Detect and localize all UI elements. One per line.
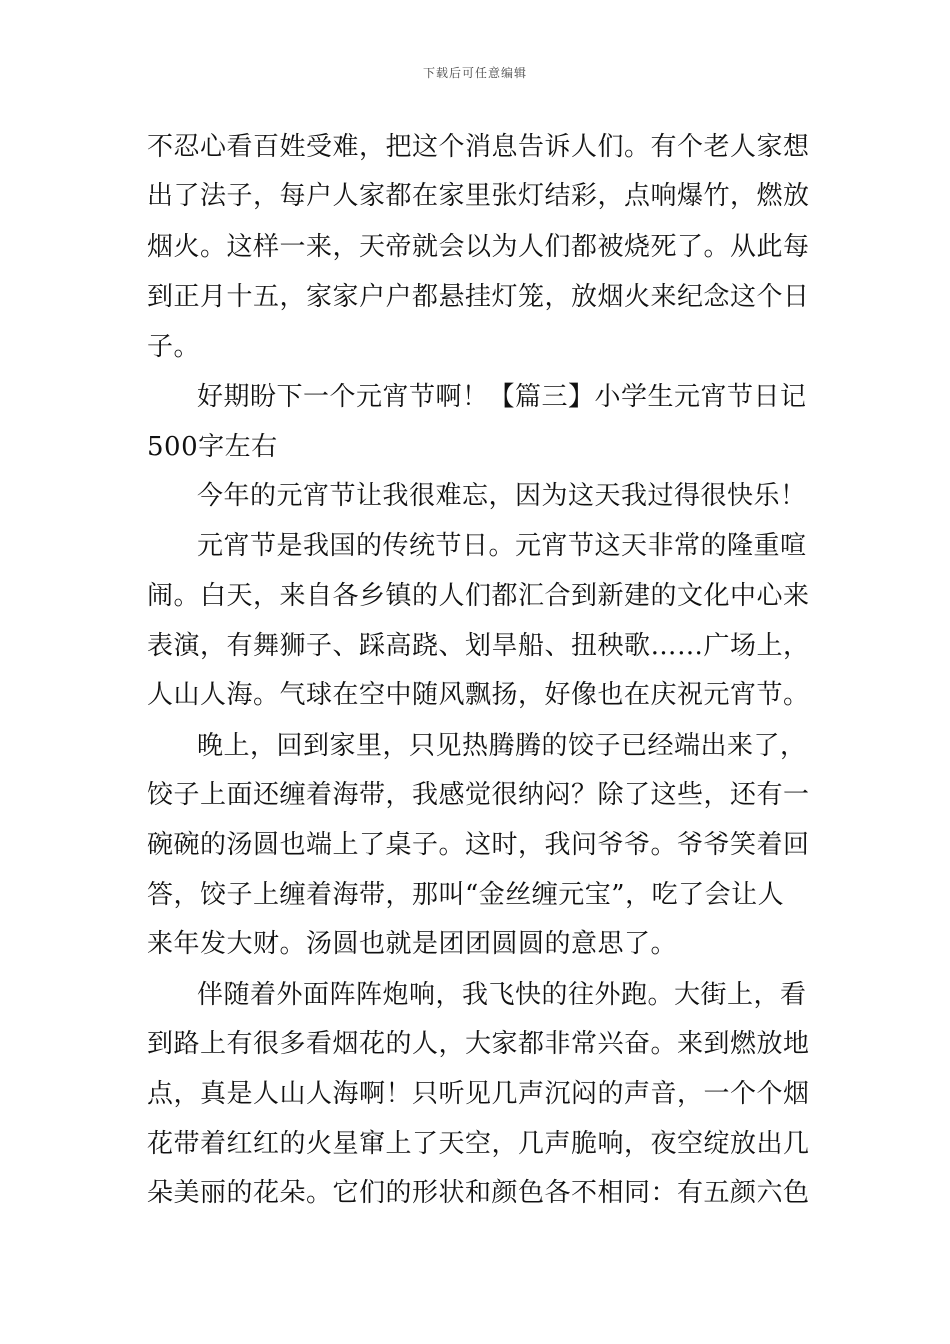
text-line: 碗碗的汤圆也端上了桌子。这时，我问爷爷。爷爷笑着回: [147, 830, 810, 860]
paragraph-start-line: 晚上，回到家里，只见热腾腾的饺子已经端出来了，: [197, 731, 807, 761]
text-line: 不忍心看百姓受难，把这个消息告诉人们。有个老人家想: [147, 132, 810, 162]
text-line: 出了法子，每户人家都在家里张灯结彩，点响爆竹，燃放: [147, 181, 810, 211]
text-line: 来年发大财。汤圆也就是团团圆圆的意思了。: [147, 929, 678, 959]
page-header: 下载后可任意编辑: [422, 66, 527, 80]
text-line: 饺子上面还缠着海带，我感觉很纳闷？除了这些，还有一: [147, 780, 810, 810]
text-line: 到路上有很多看烟花的人，大家都非常兴奋。来到燃放地: [147, 1029, 810, 1059]
paragraph-start-line: 伴随着外面阵阵炮响，我飞快的往外跑。大街上，看: [197, 980, 807, 1010]
text-line: 烟火。这样一来，天帝就会以为人们都被烧死了。从此每: [147, 232, 810, 262]
paragraph-start-line: 元宵节是我国的传统节日。元宵节这天非常的隆重喧: [197, 531, 807, 561]
text-line: 点，真是人山人海啊！只听见几声沉闷的声音，一个个烟: [147, 1079, 810, 1109]
text-line: 人山人海。气球在空中随风飘扬，好像也在庆祝元宵节。: [147, 680, 810, 710]
paragraph-start-line: 好期盼下一个元宵节啊！【篇三】小学生元宵节日记: [197, 382, 807, 412]
text-line: 到正月十五，家家户户都悬挂灯笼，放烟火来纪念这个日: [147, 282, 810, 312]
paragraph-start-line: 今年的元宵节让我很难忘，因为这天我过得很快乐！: [197, 481, 807, 511]
text-line: 子。: [147, 332, 201, 362]
text-line: 朵美丽的花朵。它们的形状和颜色各不相同：有五颜六色: [147, 1178, 810, 1208]
text-line: 答，饺子上缠着海带，那叫“金丝缠元宝”，吃了会让人: [147, 880, 785, 910]
text-line: 闹。白天，来自各乡镇的人们都汇合到新建的文化中心来: [147, 581, 810, 611]
text-line: 花带着红红的火星窜上了天空，几声脆响，夜空绽放出几: [147, 1129, 810, 1159]
text-line: 表演，有舞狮子、踩高跷、划旱船、扭秧歌……广场上，: [147, 631, 810, 661]
text-line: 500字左右: [147, 432, 278, 462]
